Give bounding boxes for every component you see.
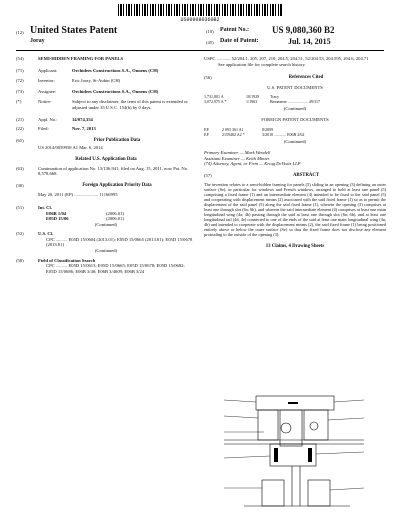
date-label: Date of Patent: — [220, 38, 259, 44]
field-21: (21) Appl. No.: 14/074,354 — [16, 116, 93, 122]
barcode-number: US009080360B2 — [180, 17, 220, 23]
kind-code: (12) — [16, 30, 24, 35]
abstract-text: The invention relates to a semi-hidden framing for panels (5) sliding in an opening (3) defining an outer surface (Se), in particular for windows and French windows, arranged to hold at least one panel (5) comprising a fixed frame (1) and an intermediate element (4) intended to be fixed to the said panel (5) and cooperating with displacement means (2) associated with the said fixed frame (1) so as to permit the displacement of the said panel (5) along the said fixed frame (1), wherein the opening (3) comprises at least one through slot (6a; 6b), and wherein the said intermediate element (4) comprises at least one main longitudinal wing (4a; 4b) passing through the said at least one through slot (6a; 6b), and at least one longitudinal rail (4d, 4e) connected to one of the ends of the said at least one main longitudinal wing (4a; 4b) and intended to cooperate with the displacement means (2), the said fixed frame (1) being positioned entirely above or below the outer surface (Se) so that the fixed frame does not disclose any element protruding to the outside of the opening (3). — [204, 181, 386, 238]
date-code: (45) — [206, 40, 214, 45]
field-54: (54) SEMI-HIDDEN FRAMING FOR PANELS — [16, 56, 124, 61]
prior-pub: US 2014/0059958 A1 Mar. 6, 2014 — [38, 145, 103, 151]
foreign-docs-head: FOREIGN PATENT DOCUMENTS — [261, 116, 329, 122]
foreign-doc-row: EP 2 093 361 A1 8/2009 — [204, 126, 274, 132]
patent-title: United States Patent — [30, 25, 118, 36]
field-63: (63) Continuation of application No. 13/136,941, filed on Aug. 15, 2011, now Pat. No. 8,578,668. — [16, 165, 189, 177]
assistant-examiner: Assistant Examiner — Keith Minter — [204, 155, 270, 161]
foreign-priority: May 20, 2011 (EP) ..................... 11166995 — [38, 192, 118, 198]
see-application: See application file for complete search history. — [218, 61, 306, 67]
field-57: (57) ABSTRACT — [204, 172, 320, 178]
foreign-docs-continued: (Continued) — [283, 138, 307, 144]
field-51: (51) Int. Cl. — [16, 204, 52, 210]
primary-examiner: Primary Examiner — Mark Wendell — [204, 150, 271, 156]
field-58: (58) Field of Classification Search — [16, 257, 96, 263]
field-56: (56) References Cited — [204, 75, 324, 81]
right-column — [204, 56, 386, 249]
related-head: Related U.S. Application Data — [75, 156, 137, 162]
field-notice: (*) Notice: Subject to any disclaimer, the term of this patent is extended or adjusted under 35 U.S.C. 154(b) by 0 days. — [16, 99, 188, 110]
patent-date: Jul. 14, 2015 — [288, 37, 331, 46]
int-cl-row: E06B 1/04 (2006.01) — [46, 210, 124, 216]
field-65: (65) Prior Publication Data — [16, 137, 141, 143]
header-rule — [16, 50, 384, 51]
barcode — [118, 4, 282, 16]
patent-no: US 9,080,360 B2 — [272, 25, 335, 35]
field-72: (72) Inventor: Eric Joray, St-Aubin (CH) — [16, 78, 121, 84]
attorney: (74) Attorney, Agent, or Firm — Kriug DeVisits LLP — [204, 161, 301, 167]
int-cl-row: E05D 15/06 (2006.01) — [46, 216, 124, 222]
uspc: USPC ............ 52/204.1, 205, 207, 210, 204.5, 204.51, 52/204.53, 204.595, 204.6, 204.71 — [204, 56, 369, 61]
us-docs-continued: (Continued) — [283, 106, 307, 112]
field-52: (52) U.S. Cl. — [16, 231, 54, 237]
patent-no-label: Patent No.: — [220, 27, 249, 33]
int-cl-continued: (Continued) — [94, 221, 118, 227]
field-22: (22) Filed: Nov. 7, 2013 — [16, 126, 96, 132]
left-column — [16, 56, 196, 274]
us-doc-row: 3,072,975 A * 1/1963 Bemmerer .................... 49/317 — [204, 99, 320, 105]
us-cl: CPC .......... E05D 15/0604 (2013.01); E05D 15/0665 (2013.01); E05D 15/0678 (2013.01) — [46, 236, 193, 248]
inventor-short: Joray — [30, 38, 45, 44]
claims-count: 13 Claims, 4 Drawing Sheets — [265, 243, 325, 249]
us-cl-continued: (Continued) — [94, 248, 118, 254]
us-docs-head: U.S. PATENT DOCUMENTS — [267, 84, 323, 90]
patent-no-code: (10) — [206, 29, 214, 34]
patent-drawing — [204, 388, 382, 512]
foreign-doc-row: EP 2159482 A2 * 3/2010 ............ E06B 2/62 — [204, 131, 305, 137]
field-71: (71) Applicant: Orchidees Constructions S.A., Onnens (CH) — [16, 67, 159, 73]
field-73: (73) Assignee: Orchidees Constructions S.A., Onnens (CH) — [16, 88, 159, 94]
field-30: (30) Foreign Application Priority Data — [16, 182, 152, 188]
field-search: CPC .......... E05D 15/0613; E05D 15/0665; E05D 15/0678; E05D 15/0682; E05D 15/0686; E06B 3/46; E06B 3/4609; E06B 3/24 — [46, 263, 185, 274]
us-doc-row: 1,731,801 A 10/1929 Tracy — [204, 94, 280, 100]
